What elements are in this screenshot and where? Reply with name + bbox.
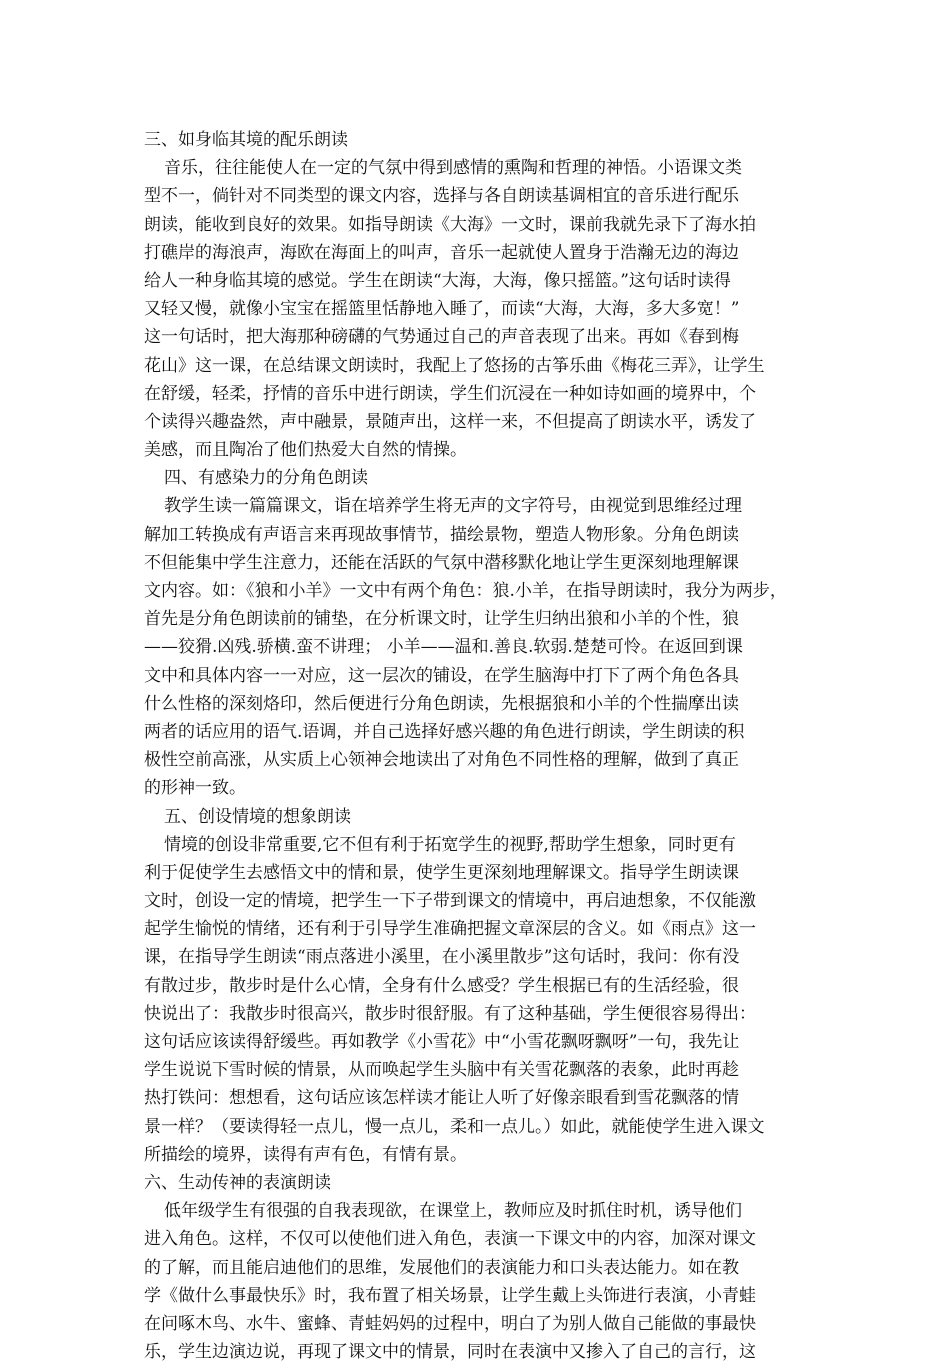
- text-line: 文中和具体内容一一对应，这一层次的铺设，在学生脑海中打下了两个角色各具: [144, 665, 739, 686]
- text-line: 型不一，倘针对不同类型的课文内容，选择与各自朗读基调相宜的音乐进行配乐: [144, 186, 739, 207]
- text-line: 快说出了：我散步时很高兴，散步时很舒服。有了这种基础，学生便很容易得出：: [144, 1003, 756, 1024]
- text-line: 打礁岸的海浪声，海欧在海面上的叫声，音乐一起就使人置身于浩瀚无边的海边: [144, 242, 739, 263]
- text-line: 六、生动传神的表演朗读: [144, 1172, 331, 1193]
- text-line: 进入角色。这样，不仅可以使他们进入角色，表演一下课文中的内容，加深对课文: [144, 1229, 756, 1250]
- document-page: [144, 126, 808, 1366]
- text-line: 不但能集中学生注意力，还能在活跃的气氛中潜移默化地让学生更深刻地理解课: [144, 552, 739, 573]
- text-line: 极性空前高涨，从实质上心领神会地读出了对角色不同性格的理解，做到了真正: [144, 750, 739, 771]
- text-line: 这一句话时，把大海那种磅礴的气势通过自己的声音表现了出来。再如《春到梅: [144, 327, 739, 348]
- text-line: 低年级学生有很强的自我表现欲，在课堂上，教师应及时抓住时机，诱导他们: [164, 1201, 742, 1222]
- text-line: 朗读，能收到良好的效果。如指导朗读《大海》一文时，课前我就先录下了海水拍: [144, 214, 756, 235]
- text-line: 的形神一致。: [144, 778, 246, 799]
- text-line: 三、如身临其境的配乐朗读: [144, 130, 348, 150]
- text-line: 在问啄木鸟、水牛、蜜蜂、青蛙妈妈的过程中，明白了为别人做自己能做的事最快: [144, 1313, 756, 1334]
- text-line: ——狡猾.凶残.骄横.蛮不讲理； 小羊——温和.善良.软弱.楚楚可怜。在返回到课: [144, 637, 743, 658]
- text-line: 学生说说下雪时候的情景，从而唤起学生头脑中有关雪花飘落的表象，此时再趁: [144, 1060, 739, 1081]
- text-line: 音乐，往往能使人在一定的气氛中得到感情的熏陶和哲理的神悟。小语课文类: [164, 158, 742, 179]
- text-line: 利于促使学生去感悟文中的情和景，使学生更深刻地理解课文。指导学生朗读课: [144, 862, 739, 883]
- text-line: 文时，创设一定的情境，把学生一下子带到课文的情境中，再启迪想象，不仅能激: [144, 891, 756, 912]
- text-line: 美感，而且陶冶了他们热爱大自然的情操。: [144, 440, 467, 461]
- text-line: 四、有感染力的分角色朗读: [164, 468, 368, 489]
- text-line: 景一样？（要读得轻一点儿，慢一点儿，柔和一点儿。）如此，就能使学生进入课文: [144, 1116, 765, 1137]
- text-line: 解加工转换成有声语言来再现故事情节，描绘景物，塑造人物形象。分角色朗读: [144, 524, 739, 545]
- text-line: 课，在指导学生朗读“雨点落进小溪里，在小溪里散步”这句话时，我问：你有没: [144, 947, 740, 968]
- text-line: 文内容。如：《狼和小羊》一文中有两个角色：狼.小羊，在指导朗读时，我分为两步，: [144, 581, 787, 601]
- text-line: 首先是分角色朗读前的铺垫，在分析课文时，让学生归纳出狼和小羊的个性，狼: [144, 609, 739, 630]
- text-line: 热打铁问：想想看，这句话应该怎样读才能让人听了好像亲眼看到雪花飘落的情: [144, 1088, 739, 1109]
- text-line: 的了解，而且能启迪他们的思维，发展他们的表演能力和口头表达能力。如在教: [144, 1257, 739, 1278]
- text-line: 两者的话应用的语气.语调，并自己选择好感兴趣的角色进行朗读，学生朗读的积: [144, 721, 745, 742]
- text-line: 个读得兴趣盎然，声中融景，景随声出，这样一来，不但提高了朗读水平，诱发了: [144, 411, 756, 432]
- text-line: 什么性格的深刻烙印，然后便进行分角色朗读，先根据狼和小羊的个性揣摩出读: [144, 693, 739, 714]
- text-line: 起学生愉悦的情绪，还有利于引导学生准确把握文章深层的含义。如《雨点》这一: [144, 919, 756, 940]
- text-line: 学《做什么事最快乐》时，我布置了相关场景，让学生戴上头饰进行表演，小青蛙: [144, 1285, 756, 1306]
- text-line: 又轻又慢，就像小宝宝在摇篮里恬静地入睡了，而读“大海，大海，多大多宽！”: [144, 299, 740, 320]
- text-line: 情境的创设非常重要,它不但有利于拓宽学生的视野,帮助学生想象，同时更有: [164, 834, 736, 855]
- text-line: 有散过步，散步时是什么心情，全身有什么感受？学生根据已有的生活经验，很: [144, 975, 739, 996]
- text-line: 在舒缓，轻柔，抒情的音乐中进行朗读，学生们沉浸在一种如诗如画的境界中，个: [144, 383, 756, 404]
- text-line: 教学生读一篇篇课文，诣在培养学生将无声的文字符号，由视觉到思维经过理: [164, 496, 742, 517]
- text-line: 五、创设情境的想象朗读: [164, 806, 351, 827]
- text-line: 给人一种身临其境的感觉。学生在朗读“大海，大海，像只摇篮。”这句话时读得: [144, 270, 731, 291]
- text-line: 乐，学生边演边说，再现了课文中的情景，同时在表演中又掺入了自己的言行，这: [144, 1342, 756, 1363]
- text-line: 所描绘的境界，读得有声有色，有情有景。: [144, 1144, 467, 1165]
- text-line: 这句话应该读得舒缓些。再如教学《小雪花》中“小雪花飘呀飘呀”一句，我先让: [144, 1032, 740, 1052]
- text-line: 花山》这一课，在总结课文朗读时，我配上了悠扬的古筝乐曲《梅花三弄》，让学生: [144, 355, 765, 376]
